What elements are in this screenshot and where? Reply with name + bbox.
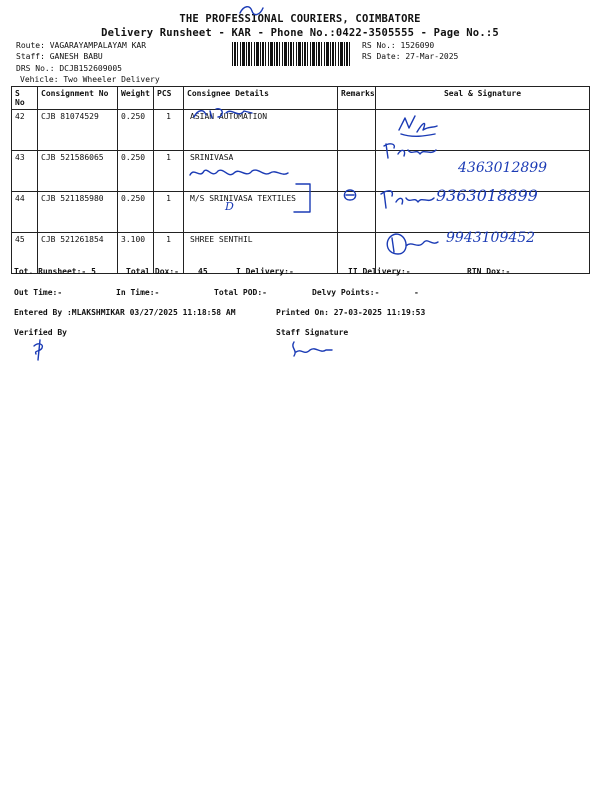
- verifier-signature-icon: [30, 338, 48, 362]
- company-title: THE PROFESSIONAL COURIERS, COIMBATORE: [179, 13, 421, 25]
- total-dox-value: 45: [198, 267, 208, 276]
- cell-weight: 0.250: [118, 151, 154, 192]
- col-consignee: Consignee Details: [184, 87, 338, 110]
- table-row: [12, 110, 590, 151]
- table-header-row: [12, 87, 590, 110]
- cell-weight: 0.250: [118, 192, 154, 233]
- cell-pcs: 1: [154, 192, 184, 233]
- cell-sno: 44: [12, 192, 38, 233]
- col-pcs: PCS: [154, 87, 184, 110]
- cell-sno: 42: [12, 110, 38, 151]
- cell-consignment: CJB 521185980: [38, 192, 118, 233]
- col-remarks: Remarks: [338, 87, 376, 110]
- out-time-label: Out Time:-: [14, 288, 63, 297]
- total-runsheet: Tot. Runsheet:- 5: [14, 267, 96, 276]
- printed-on: Printed On: 27-03-2025 11:19:53: [276, 308, 426, 317]
- cell-consignee: SHREE SENTHIL: [184, 233, 338, 274]
- delvy-points-label: Delvy Points:-: [312, 288, 380, 297]
- cell-weight: 3.100: [118, 233, 154, 274]
- cell-remarks: [338, 110, 376, 151]
- cell-remarks: [338, 151, 376, 192]
- cell-seal: [376, 110, 590, 151]
- staff-signature-icon: [288, 338, 336, 360]
- cell-consignment: CJB 521261854: [38, 233, 118, 274]
- ii-delivery-label: II Delivery:-: [348, 267, 411, 276]
- col-weight: Weight: [118, 87, 154, 110]
- rtn-dox-label: RTN Dox:-: [467, 267, 511, 276]
- drs-label: DRS No.: DCJB152609005: [16, 64, 122, 73]
- cell-consignment: CJB 521586065: [38, 151, 118, 192]
- cell-consignee: SRINIVASA: [184, 151, 338, 192]
- vehicle-label: Vehicle: Two Wheeler Delivery: [20, 75, 160, 84]
- cell-consignment: CJB 81074529: [38, 110, 118, 151]
- staff-signature-label: Staff Signature: [276, 328, 349, 337]
- cell-consignee: ASIAN AUTOMATION: [184, 110, 338, 151]
- rs-date: RS Date: 27-Mar-2025: [362, 52, 459, 61]
- staff-label: Staff: GANESH BABU: [16, 52, 103, 61]
- delvy-points-dash: -: [414, 288, 419, 297]
- cell-sno: 43: [12, 151, 38, 192]
- runsheet-subtitle: Delivery Runsheet - KAR - Phone No.:0422-3505555 - Page No.:5: [101, 27, 499, 39]
- cell-weight: 0.250: [118, 110, 154, 151]
- i-delivery-label: I Delivery:-: [236, 267, 294, 276]
- col-consignment: Consignment No: [38, 87, 118, 110]
- cell-pcs: 1: [154, 110, 184, 151]
- verified-by-label: Verified By: [14, 328, 67, 337]
- barcode: [232, 42, 350, 66]
- col-sno: S No: [12, 87, 38, 110]
- total-dox-label: Total Dox:-: [126, 267, 179, 276]
- cell-sno: 45: [12, 233, 38, 274]
- in-time-label: In Time:-: [116, 288, 160, 297]
- cell-remarks: [338, 192, 376, 233]
- rs-no: RS No.: 1526090: [362, 41, 435, 50]
- total-pod-label: Total POD:-: [214, 288, 267, 297]
- handwritten-phone-45: 9943109452: [446, 230, 536, 246]
- handwritten-remark-44: D: [225, 200, 234, 213]
- col-seal: Seal & Signature: [376, 87, 590, 110]
- route-label: Route: VAGARAYAMPALAYAM KAR: [16, 41, 147, 50]
- entered-by: Entered By :MLAKSHMIKAR 03/27/2025 11:18:58 AM: [14, 308, 236, 317]
- cell-pcs: 1: [154, 233, 184, 274]
- handwritten-phone-44: 9363018899: [436, 186, 538, 205]
- cell-pcs: 1: [154, 151, 184, 192]
- handwritten-phone-43: 4363012899: [458, 160, 548, 176]
- cell-consignee: M/S SRINIVASA TEXTILES: [184, 192, 338, 233]
